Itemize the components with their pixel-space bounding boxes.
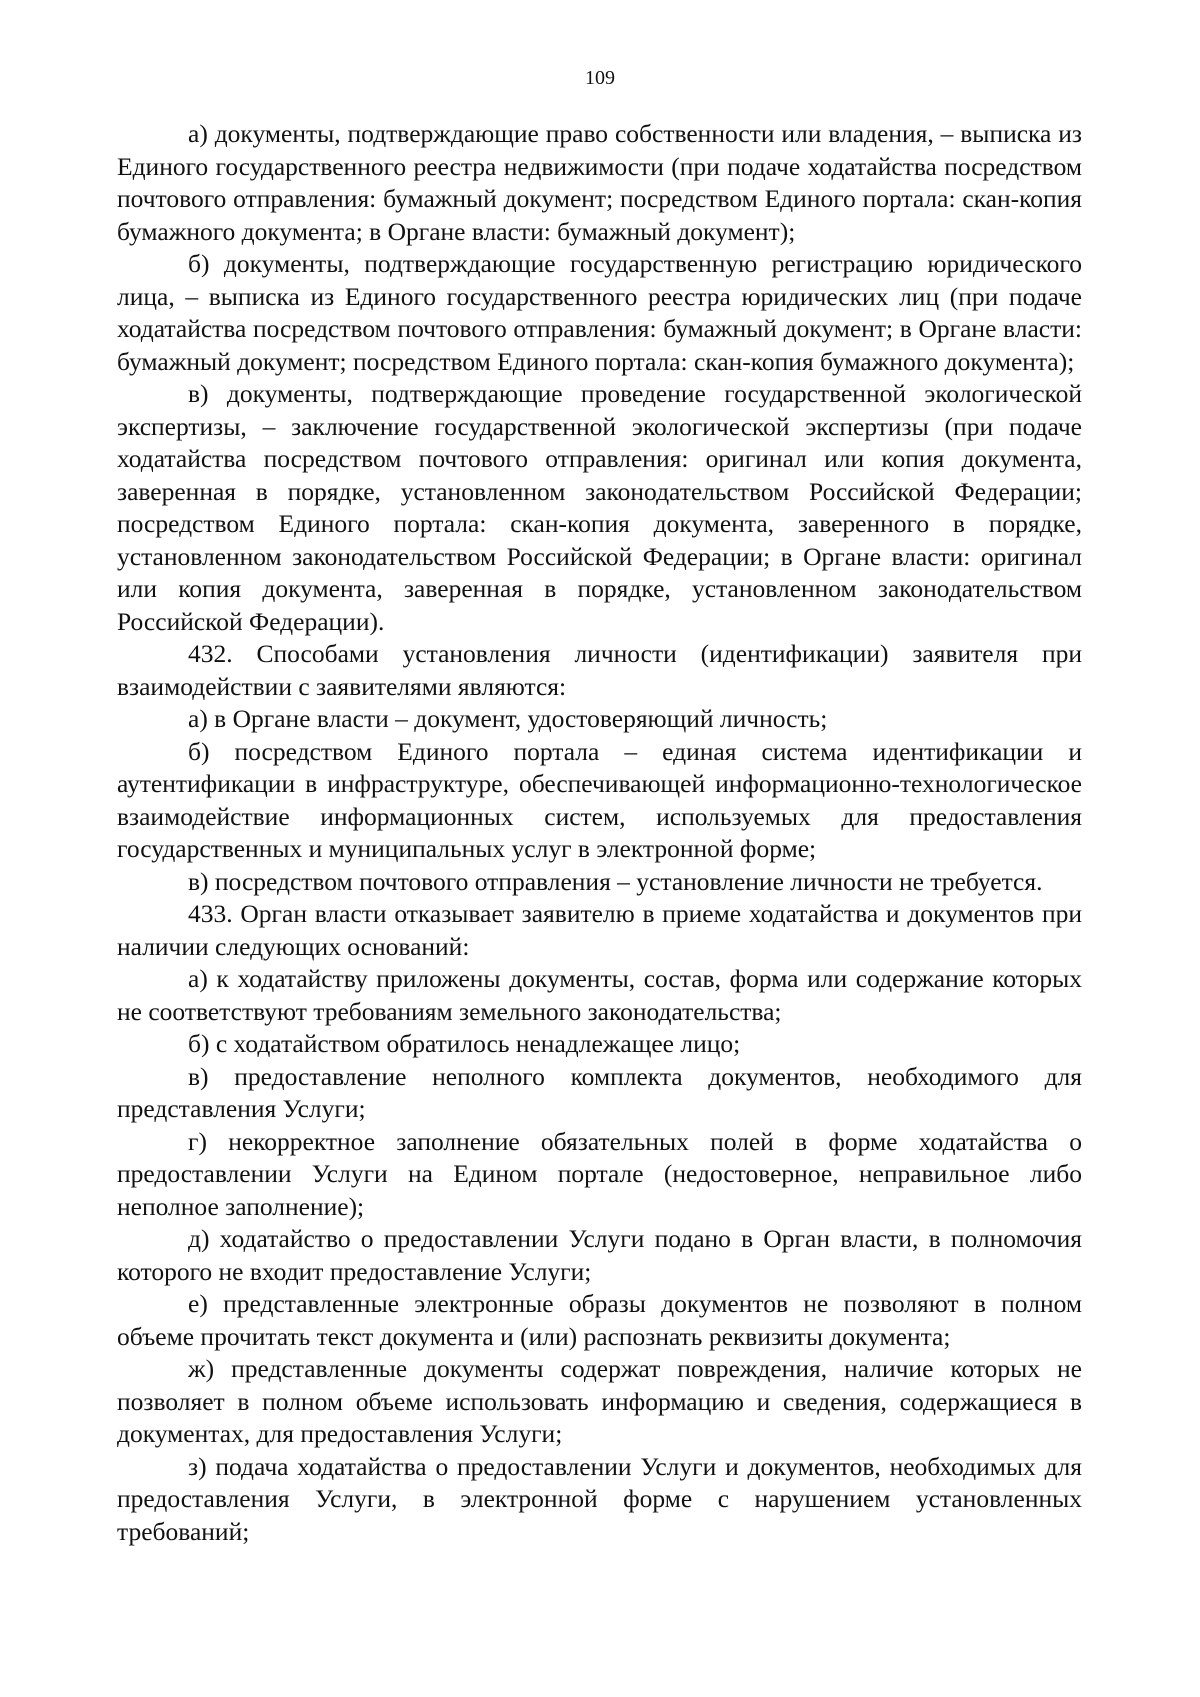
document-body bbox=[117, 118, 1082, 1548]
paragraph-433-e: е) представленные электронные образы документов не позволяют в полном объеме прочитать текст документа и (или) распознать реквизиты документа; bbox=[117, 1289, 1082, 1351]
paragraph-433-zh: ж) представленные документы содержат повреждения, наличие которых не позволяет в полном объеме использовать информацию и сведения, содержащиеся в документах, для предоставления Услуги; bbox=[117, 1354, 1082, 1448]
paragraph-432-a: а) в Органе власти – документ, удостоверяющий личность; bbox=[188, 704, 828, 733]
paragraph-433-v: в) предоставление неполного комплекта документов, необходимого для представления Услуги; bbox=[117, 1061, 1082, 1123]
paragraph-433-refusal: 433. Орган власти отказывает заявителю в приеме ходатайства и документов при наличии следующих оснований: bbox=[117, 899, 1082, 961]
paragraph-432-v: в) посредством почтового отправления – установление личности не требуется. bbox=[188, 866, 1043, 896]
paragraph-433-d: д) ходатайство о предоставлении Услуги подано в Орган власти, в полномочия которого не входит предоставление Услуги; bbox=[117, 1224, 1082, 1286]
paragraph-432-b: б) посредством Единого портала – единая система идентификации и аутентификации в инфраструктуре, обеспечивающей информационно-технологическое взаимодействие информационных систем, используемых для предоставления государственных и муниципальных услуг в электронной форме; bbox=[117, 736, 1082, 863]
paragraph-433-g: г) некорректное заполнение обязательных полей в форме ходатайства о предоставлении Услуги на Едином портале (недостоверное, неправильное либо неполное заполнение); bbox=[117, 1126, 1082, 1221]
paragraph-432-identification: 432. Способами установления личности (идентификации) заявителя при взаимодействии с заявителями являются: bbox=[117, 639, 1082, 701]
paragraph-ecological-expertise-docs: в) документы, подтверждающие проведение государственной экологической экспертизы, – заключение государственной экологической экспертизы (при подаче ходатайства посредством почтового отправления: оригинал или копия документа, заверенная в порядке, установленном законодательством Российской Федерации; посредством Единого портала: скан-копия документа, заверенного в порядке, установленном законодательством Российской Федерации; в Органе власти: оригинал или копия документа, заверенная в порядке, установленном законодательством Российской Федерации). bbox=[117, 379, 1082, 636]
paragraph-433-a: а) к ходатайству приложены документы, состав, форма или содержание которых не соответствуют требованиям земельного законодательства; bbox=[117, 964, 1082, 1026]
page-number: 109 bbox=[585, 67, 615, 89]
paragraph-433-b: б) с ходатайством обратилось ненадлежащее лицо; bbox=[188, 1029, 741, 1058]
paragraph-legal-entity-docs: б) документы, подтверждающие государственную регистрацию юридического лица, – выписка из Единого государственного реестра юридических лиц (при подаче ходатайства посредством почтового отправления: бумажный документ; в Органе власти: бумажный документ; посредством Единого портала: скан-копия бумажного документа); bbox=[117, 249, 1082, 376]
paragraph-ownership-docs: а) документы, подтверждающие право собственности или владения, – выписка из Единого государственного реестра недвижимости (при подаче ходатайства посредством почтового отправления: бумажный документ; посредством Единого портала: скан-копия бумажного документа; в Органе власти: бумажный документ); bbox=[117, 119, 1082, 246]
paragraph-433-z: з) подача ходатайства о предоставлении Услуги и документов, необходимых для предоставления Услуги, в электронной форме с нарушением установленных требований; bbox=[117, 1451, 1082, 1546]
